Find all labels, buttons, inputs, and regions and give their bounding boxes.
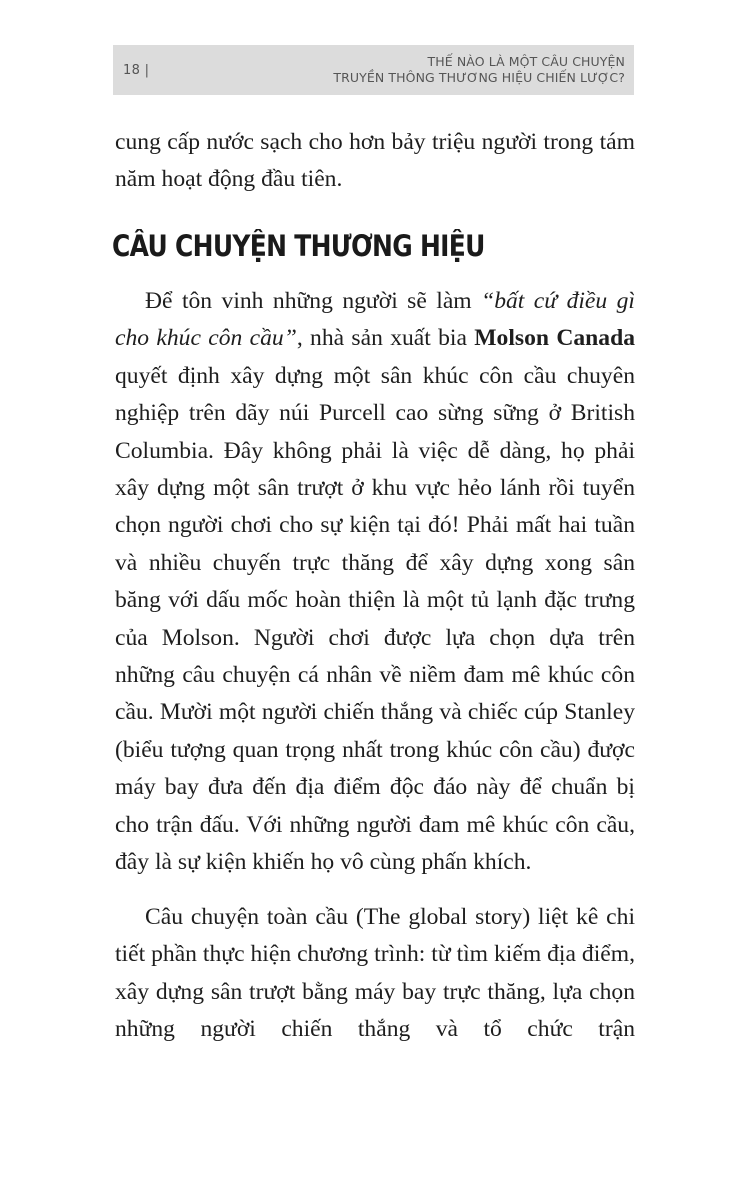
- chapter-title-line-1: THẾ NÀO LÀ MỘT CÂU CHUYỆN: [427, 54, 625, 69]
- global-story-paragraph: [115, 899, 635, 1049]
- chapter-title: [333, 54, 625, 86]
- story-paragraph: [115, 283, 635, 882]
- section-heading: CÂU CHUYỆN THƯƠNG HIỆU: [112, 229, 485, 263]
- story-paragraph-text: [115, 283, 635, 882]
- story-quote: “bất cứ điều gì cho khúc côn cầu”: [115, 288, 635, 352]
- paragraph-text: cung cấp nước sạch cho hơn bảy triệu người trong tám năm hoạt động đầu tiên.: [115, 129, 635, 193]
- page-number: 18 |: [123, 63, 150, 78]
- story-intro: Để tôn vinh những người sẽ làm: [145, 288, 482, 314]
- running-header: [113, 45, 634, 95]
- brand-name: Molson Canada: [474, 325, 635, 352]
- global-story-text: Câu chuyện toàn cầu (The global story) liệt kê chi tiết phần thực hiện chương trình: từ tìm kiếm địa điểm, xây dựng sân trượt bằng máy bay trực thăng, lựa chọn những người chiến thắng và tổ chức trận: [115, 904, 635, 1043]
- story-rest: quyết định xây dựng một sân khúc côn cầu chuyên nghiệp trên dãy núi Purcell cao sừng sững ở British Columbia. Đây không phải là việc dễ dàng, họ phải xây dựng một sân trượt ở khu vực hẻo lánh rồi tuyển chọn người chơi cho sự kiện tại đó! Phải mất hai tuần và nhiều chuyến trực thăng để xây dựng xong sân băng với dấu mốc hoàn thiện là một tủ lạnh đặc trưng của Molson. Người chơi được lựa chọn dựa trên những câu chuyện cá nhân về niềm đam mê khúc côn cầu. Mười một người chiến thắng và chiếc cúp Stanley (biểu tượng quan trọng nhất trong khúc côn cầu) được máy bay đưa đến địa điểm độc đáo này để chuẩn bị cho trận đấu. Với những người đam mê khúc côn cầu, đây là sự kiện khiến họ vô cùng phấn khích.: [115, 362, 635, 876]
- continued-paragraph: [115, 124, 635, 199]
- chapter-title-line-2: TRUYỀN THÔNG THƯƠNG HIỆU CHIẾN LƯỢC?: [333, 70, 625, 85]
- story-middle: , nhà sản xuất bia: [296, 325, 475, 352]
